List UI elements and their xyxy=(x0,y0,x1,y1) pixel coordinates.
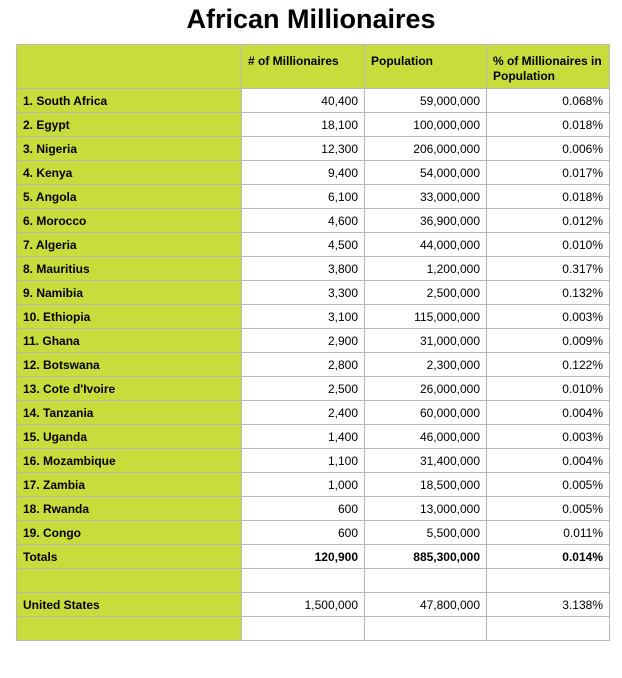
header-population: Population xyxy=(365,45,487,89)
table-row xyxy=(17,377,610,401)
population-cell: 36,900,000 xyxy=(365,209,487,233)
table-row xyxy=(17,233,610,257)
percent-cell: 0.010% xyxy=(487,233,610,257)
percent-cell: 0.010% xyxy=(487,377,610,401)
population-cell: 13,000,000 xyxy=(365,497,487,521)
header-cell-blank xyxy=(17,45,242,89)
row-label: 8. Mauritius xyxy=(17,257,242,281)
table-row xyxy=(17,425,610,449)
population-cell: 2,500,000 xyxy=(365,281,487,305)
percent-cell: 0.005% xyxy=(487,497,610,521)
millionaires-cell: 1,000 xyxy=(242,473,365,497)
population-cell: 2,300,000 xyxy=(365,353,487,377)
table-row xyxy=(17,449,610,473)
row-label: United States xyxy=(17,593,242,617)
population-cell: 100,000,000 xyxy=(365,113,487,137)
millionaires-cell: 40,400 xyxy=(242,89,365,113)
row-label: 1. South Africa xyxy=(17,89,242,113)
population-cell xyxy=(365,569,487,593)
table-row xyxy=(17,473,610,497)
row-label: 11. Ghana xyxy=(17,329,242,353)
millionaires-cell: 6,100 xyxy=(242,185,365,209)
millionaires-cell: 600 xyxy=(242,497,365,521)
table-row xyxy=(17,161,610,185)
population-cell: 206,000,000 xyxy=(365,137,487,161)
row-label: 7. Algeria xyxy=(17,233,242,257)
millionaires-cell: 2,400 xyxy=(242,401,365,425)
row-label: 14. Tanzania xyxy=(17,401,242,425)
row-label: 9. Namibia xyxy=(17,281,242,305)
millionaires-cell: 2,500 xyxy=(242,377,365,401)
page-title: African Millionaires xyxy=(186,4,436,34)
table-row xyxy=(17,209,610,233)
population-cell: 33,000,000 xyxy=(365,185,487,209)
population-cell: 115,000,000 xyxy=(365,305,487,329)
row-label: 16. Mozambique xyxy=(17,449,242,473)
population-cell: 885,300,000 xyxy=(365,545,487,569)
row-label: 12. Botswana xyxy=(17,353,242,377)
millionaires-cell: 18,100 xyxy=(242,113,365,137)
population-cell: 59,000,000 xyxy=(365,89,487,113)
row-label: 4. Kenya xyxy=(17,161,242,185)
row-label: 5. Angola xyxy=(17,185,242,209)
row-label xyxy=(17,617,242,641)
millionaires-cell: 12,300 xyxy=(242,137,365,161)
table-row xyxy=(17,113,610,137)
millionaires-table xyxy=(16,44,610,641)
percent-cell: 0.014% xyxy=(487,545,610,569)
percent-cell: 0.004% xyxy=(487,401,610,425)
millionaires-cell: 600 xyxy=(242,521,365,545)
millionaires-cell: 9,400 xyxy=(242,161,365,185)
table-row xyxy=(17,329,610,353)
percent-cell xyxy=(487,617,610,641)
millionaires-cell: 3,300 xyxy=(242,281,365,305)
percent-cell: 0.317% xyxy=(487,257,610,281)
empty-row xyxy=(17,617,610,641)
population-cell: 26,000,000 xyxy=(365,377,487,401)
table-row xyxy=(17,353,610,377)
percent-cell: 0.004% xyxy=(487,449,610,473)
percent-cell: 0.003% xyxy=(487,305,610,329)
millionaires-cell: 1,100 xyxy=(242,449,365,473)
header-millionaires: # of Millionaires xyxy=(242,45,365,89)
millionaires-cell: 2,900 xyxy=(242,329,365,353)
table-row xyxy=(17,305,610,329)
percent-cell: 0.122% xyxy=(487,353,610,377)
row-label: Totals xyxy=(17,545,242,569)
row-label: 15. Uganda xyxy=(17,425,242,449)
percent-cell: 0.005% xyxy=(487,473,610,497)
population-cell: 31,000,000 xyxy=(365,329,487,353)
population-cell: 54,000,000 xyxy=(365,161,487,185)
millionaires-cell xyxy=(242,569,365,593)
millionaires-cell: 4,600 xyxy=(242,209,365,233)
row-label: 13. Cote d'Ivoire xyxy=(17,377,242,401)
millionaires-cell xyxy=(242,617,365,641)
percent-cell: 0.017% xyxy=(487,161,610,185)
millionaires-cell: 4,500 xyxy=(242,233,365,257)
percent-cell: 0.012% xyxy=(487,209,610,233)
table-row xyxy=(17,401,610,425)
millionaires-cell: 2,800 xyxy=(242,353,365,377)
population-cell: 47,800,000 xyxy=(365,593,487,617)
population-cell: 46,000,000 xyxy=(365,425,487,449)
population-cell: 1,200,000 xyxy=(365,257,487,281)
millionaires-cell: 120,900 xyxy=(242,545,365,569)
header-percent: % of Millionaires in Population xyxy=(487,45,610,89)
percent-cell: 0.009% xyxy=(487,329,610,353)
table-row xyxy=(17,521,610,545)
percent-cell: 0.068% xyxy=(487,89,610,113)
percent-cell xyxy=(487,569,610,593)
millionaires-cell: 3,100 xyxy=(242,305,365,329)
us-row xyxy=(17,593,610,617)
population-cell xyxy=(365,617,487,641)
row-label: 17. Zambia xyxy=(17,473,242,497)
table-row xyxy=(17,257,610,281)
millionaires-cell: 3,800 xyxy=(242,257,365,281)
millionaires-cell: 1,400 xyxy=(242,425,365,449)
row-label: 3. Nigeria xyxy=(17,137,242,161)
empty-row xyxy=(17,569,610,593)
percent-cell: 0.003% xyxy=(487,425,610,449)
percent-cell: 0.011% xyxy=(487,521,610,545)
row-label: 6. Morocco xyxy=(17,209,242,233)
population-cell: 60,000,000 xyxy=(365,401,487,425)
table-row xyxy=(17,185,610,209)
table-row xyxy=(17,137,610,161)
row-label: 10. Ethiopia xyxy=(17,305,242,329)
totals-row xyxy=(17,545,610,569)
row-label: 2. Egypt xyxy=(17,113,242,137)
percent-cell: 3.138% xyxy=(487,593,610,617)
population-cell: 5,500,000 xyxy=(365,521,487,545)
percent-cell: 0.018% xyxy=(487,185,610,209)
percent-cell: 0.132% xyxy=(487,281,610,305)
row-label: 18. Rwanda xyxy=(17,497,242,521)
table-row xyxy=(17,89,610,113)
row-label xyxy=(17,569,242,593)
table-header-row xyxy=(17,45,610,89)
percent-cell: 0.006% xyxy=(487,137,610,161)
table-row xyxy=(17,281,610,305)
population-cell: 31,400,000 xyxy=(365,449,487,473)
table-row xyxy=(17,497,610,521)
percent-cell: 0.018% xyxy=(487,113,610,137)
population-cell: 44,000,000 xyxy=(365,233,487,257)
millionaires-cell: 1,500,000 xyxy=(242,593,365,617)
row-label: 19. Congo xyxy=(17,521,242,545)
population-cell: 18,500,000 xyxy=(365,473,487,497)
